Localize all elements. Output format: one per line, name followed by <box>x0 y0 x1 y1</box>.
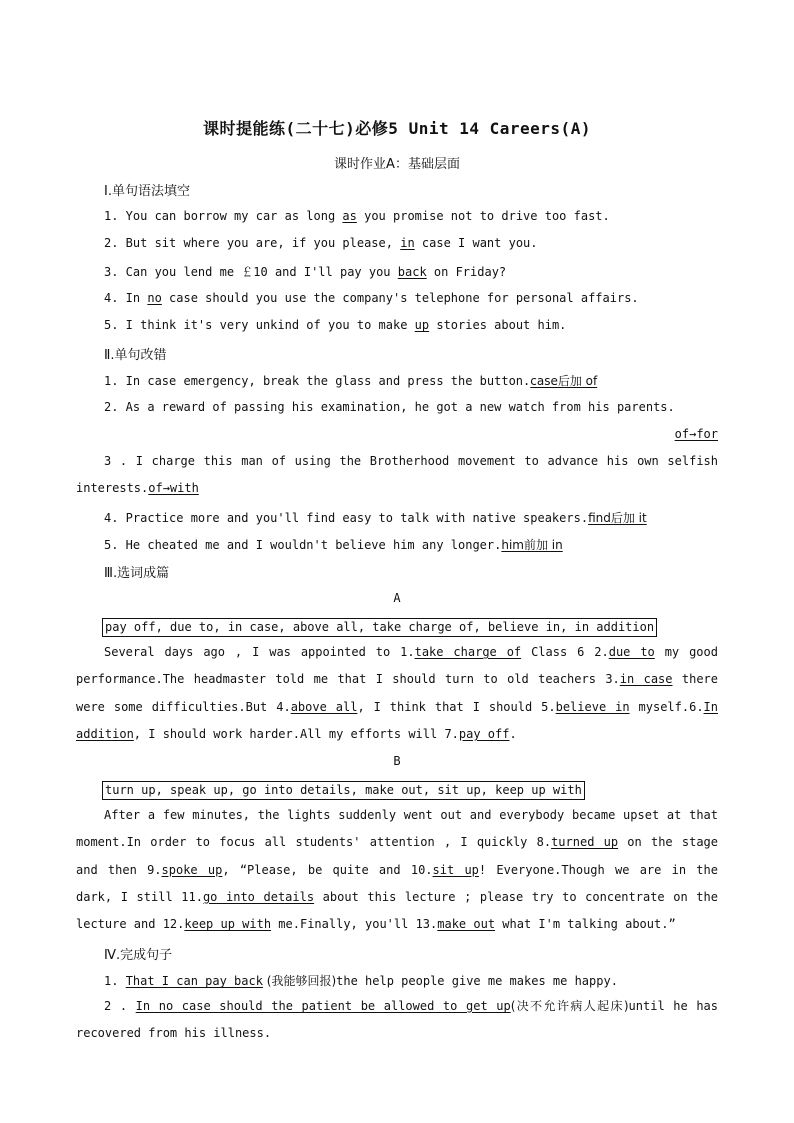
correction-item: 2. As a reward of passing his examination, he got a new watch from his parents. <box>104 400 675 414</box>
answer: back <box>397 265 427 279</box>
answer: In no case should the patient be allowed to get up <box>135 999 511 1013</box>
correction-item: 1. In case emergency, break the glass and press the button.case后加 of <box>104 374 598 388</box>
word-bank-b: turn up, speak up, go into details, make out, sit up, keep up with <box>102 781 585 800</box>
answer: no <box>147 291 162 305</box>
answer: of→with <box>148 481 199 496</box>
section-3-heading: Ⅲ.选词成篇 <box>104 566 170 581</box>
answer: go into details <box>202 889 315 904</box>
answer: spoke up <box>161 862 223 877</box>
answer: due to <box>608 645 655 659</box>
answer: of→for <box>674 427 718 441</box>
answer: That I can pay back <box>125 974 263 988</box>
part-a-label: A <box>393 591 401 605</box>
exercise-item: 4. In no case should you use the company's telephone for personal affairs. <box>104 291 639 305</box>
answer: sit up <box>432 862 479 877</box>
answer: find后加 it <box>588 511 647 525</box>
correction-item: 4. Practice more and you'll find easy to talk with native speakers.find后加 it <box>104 511 647 525</box>
answer: up <box>414 318 430 332</box>
answer: In addition <box>76 699 718 741</box>
part-b-label: B <box>393 754 401 768</box>
passage-b: After a few minutes, the lights suddenly went out and everybody became upset at that moment.In order to focus all students' attention , I quickly 8.turned up on the stage and then 9.spoke up, “Please, be quite and 10.sit up! Everyone.Though we are in the dark, I still 11.go into details about this lecture ; please try to concentrate on the lecture and 12.keep up with me.Finally, you'll 13.make out what I'm talking about.” <box>76 808 718 932</box>
exercise-item: 1. You can borrow my car as long as you promise not to drive too fast. <box>104 209 610 223</box>
page-subtitle: 课时作业A：基础层面 <box>334 157 460 172</box>
sentence-item: 1. That I can pay back (我能够回报)the help people give me makes me happy. <box>104 974 618 988</box>
section-2-heading: Ⅱ.单句改错 <box>104 348 167 363</box>
sentence-item: 2 . In no case should the patient be allowed to get up(决不允许病人起床)until he has recovered from his illness. <box>76 999 719 1041</box>
answer: above all <box>290 699 358 714</box>
exercise-item: 3. Can you lend me ￡10 and I'll pay you back on Friday? <box>104 265 507 279</box>
answer: in <box>400 236 415 250</box>
answer: as <box>342 209 357 223</box>
answer: make out <box>437 917 496 932</box>
answer: case后加 of <box>530 374 598 388</box>
exercise-item: 5. I think it's very unkind of you to make up stories about him. <box>104 318 567 332</box>
answer: believe in <box>555 699 630 714</box>
section-1-heading: Ⅰ.单句语法填空 <box>104 184 190 199</box>
correction-item: 5. He cheated me and I wouldn't believe him any longer.him前加 in <box>104 538 563 552</box>
passage-a: Several days ago , I was appointed to 1.take charge of Class 6 2.due to my good performance.The headmaster told me that I should turn to old teachers 3.in case there were some difficulties.But 4.above all, I think that I should 5.believe in myself.6.In addition, I should work harder.All my efforts will 7.pay off. <box>76 645 718 741</box>
exercise-item: 2. But sit where you are, if you please, in case I want you. <box>104 236 538 250</box>
word-bank-a: pay off, due to, in case, above all, take charge of, believe in, in addition <box>102 618 657 637</box>
correction-item: 3 . I charge this man of using the Brotherhood movement to advance his own selfish interests.of→with <box>76 454 718 496</box>
page-title: 课时提能练(二十七)必修5 Unit 14 Careers(A) <box>203 119 591 138</box>
answer: keep up with <box>184 917 272 932</box>
section-4-heading: Ⅳ.完成句子 <box>104 948 173 963</box>
answer: in case <box>619 672 673 687</box>
answer: take charge of <box>414 645 522 659</box>
answer: him前加 in <box>501 538 563 552</box>
answer: pay off <box>458 726 510 741</box>
answer: turned up <box>551 835 619 850</box>
